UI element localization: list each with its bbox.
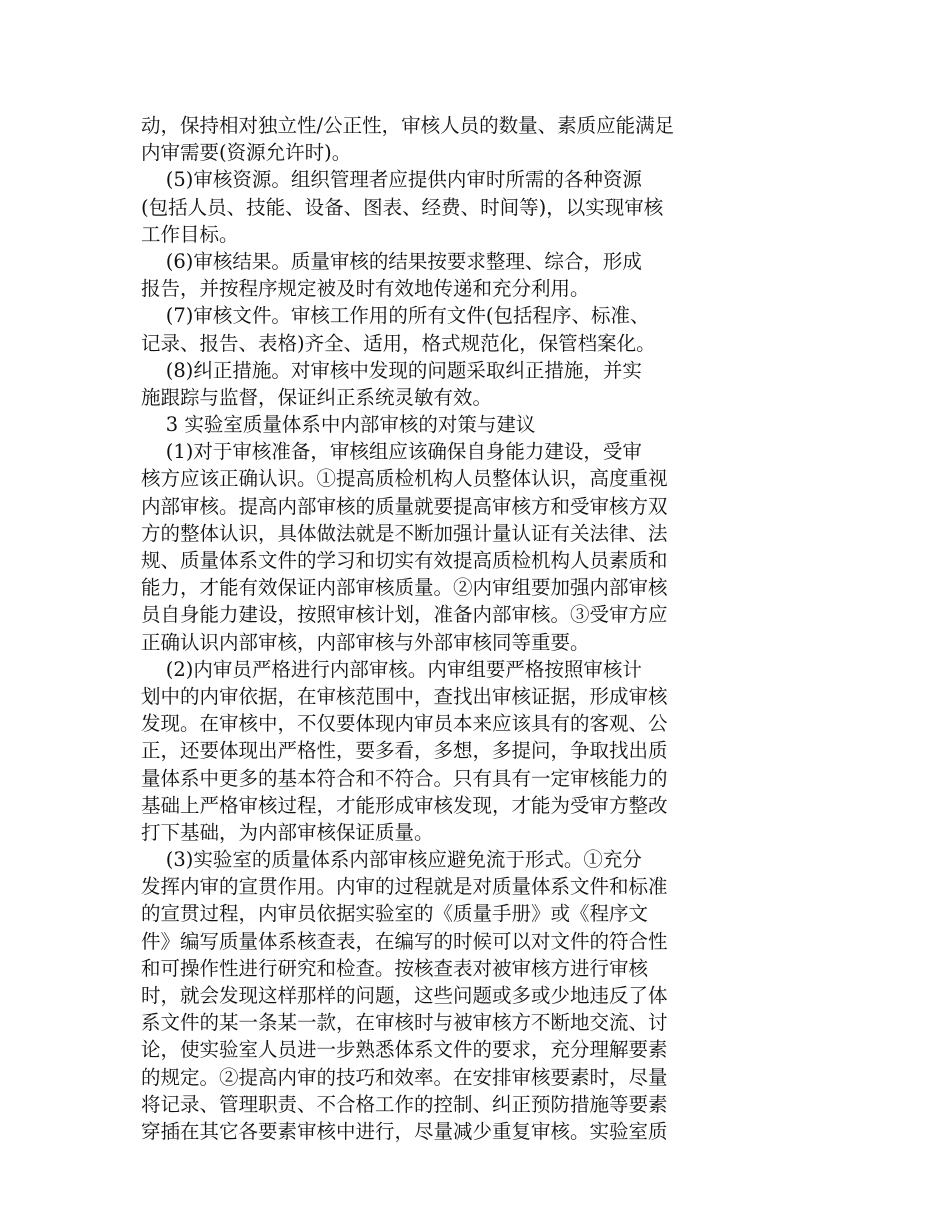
text-line: 员自身能力建设，按照审核计划，准备内部审核。③受审方应 — [141, 603, 668, 627]
text-line: 报告，并按程序规定被及时有效地传递和充分利用。 — [141, 277, 590, 301]
text-line: 正确认识内部审核，内部审核与外部审核同等重要。 — [141, 630, 590, 654]
text-line: 发现。在审核中，不仅要体现内审员本来应该具有的客观、公 — [141, 712, 668, 736]
text-line: 动，保持相对独立性/公正性，审核人员的数量、素质应能满足 — [141, 114, 675, 137]
text-line: 时，就会发现这样那样的问题，这些问题或多或少地违反了体 — [141, 984, 668, 1007]
text-line: 打下基础，为内部审核保证质量。 — [141, 820, 434, 844]
text-line: 方的整体认识，具体做法就是不断加强计量认证有关法律、法 — [141, 521, 668, 545]
text-line: 系文件的某一条某一款，在审核时与被审核方不断地交流、讨 — [141, 1011, 668, 1035]
text-line: 工作目标。 — [141, 222, 239, 246]
text-line: 和可操作性进行研究和检查。按核查表对被审核方进行审核 — [141, 956, 649, 980]
document-body — [141, 112, 751, 1145]
text-line: 内审需要(资源允许时)。 — [141, 141, 352, 165]
text-line: 内部审核。提高内部审核的质量就要提高审核方和受审核方双 — [141, 494, 668, 518]
text-line: 规、质量体系文件的学习和切实有效提高质检机构人员素质和 — [141, 549, 668, 572]
text-line: (6)审核结果。质量审核的结果按要求整理、综合，形成 — [141, 249, 642, 273]
text-line: (1)对于审核准备，审核组应该确保自身能力建设，受审 — [141, 440, 642, 464]
text-line: 划中的内审依据，在审核范围中，查找出审核证据，形成审核 — [141, 684, 668, 708]
text-line: 论，使实验室人员进一步熟悉体系文件的要求，充分理解要素 — [141, 1038, 668, 1062]
section-heading: 3 实验室质量体系中内部审核的对策与建议 — [141, 413, 536, 437]
text-line: 量体系中更多的基本符合和不符合。只有具有一定审核能力的 — [141, 766, 668, 790]
text-line: 发挥内审的宣贯作用。内审的过程就是对质量体系文件和标准 — [141, 875, 668, 899]
text-line: (8)纠正措施。对审核中发现的问题采取纠正措施，并实 — [141, 358, 642, 382]
text-line: 施跟踪与监督，保证纠正系统灵敏有效。 — [141, 385, 493, 409]
text-line: 能力，才能有效保证内部审核质量。②内审组要加强内部审核 — [141, 576, 668, 600]
text-line: 的规定。②提高内审的技巧和效率。在安排审核要素时，尽量 — [141, 1065, 668, 1089]
text-line: 记录、报告、表格)齐全、适用，格式规范化，保管档案化。 — [141, 331, 656, 355]
text-line: 核方应该正确认识。①提高质检机构人员整体认识，高度重视 — [141, 467, 668, 491]
text-line: 穿插在其它各要素审核中进行，尽量减少重复审核。实验室质 — [141, 1119, 668, 1143]
text-line: 件》编写质量体系核查表，在编写的时候可以对文件的符合性 — [141, 929, 668, 953]
text-line: 将记录、管理职责、不合格工作的控制、纠正预防措施等要素 — [141, 1092, 668, 1116]
text-line: (5)审核资源。组织管理者应提供内审时所需的各种资源 — [141, 168, 642, 192]
text-line: 基础上严格审核过程，才能形成审核发现，才能为受审方整改 — [141, 793, 668, 817]
text-line: 正，还要体现出严格性，要多看，多想，多提问，争取找出质 — [141, 739, 668, 763]
text-line: (包括人员、技能、设备、图表、经费、时间等)，以实现审核 — [141, 195, 664, 219]
text-line: (2)内审员严格进行内部审核。内审组要严格按照审核计 — [141, 657, 642, 681]
text-line: (3)实验室的质量体系内部审核应避免流于形式。①充分 — [141, 848, 642, 872]
text-line: (7)审核文件。审核工作用的所有文件(包括程序、标准、 — [141, 304, 650, 328]
text-line: 的宣贯过程，内审员依据实验室的《质量手册》或《程序文 — [141, 902, 649, 926]
